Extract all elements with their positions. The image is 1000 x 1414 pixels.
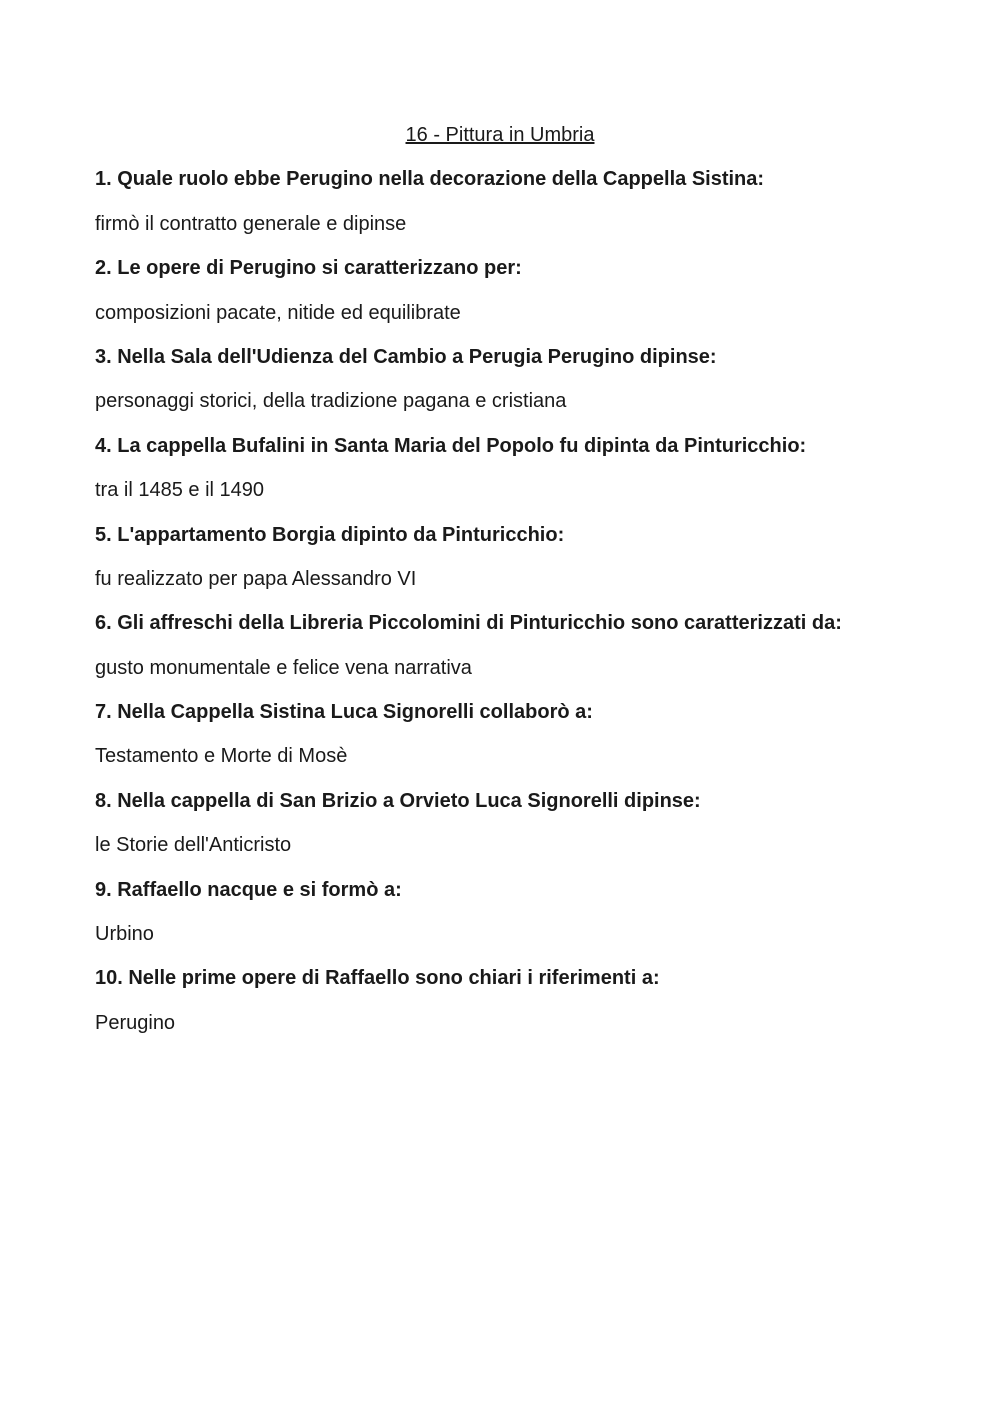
question-3: 3. Nella Sala dell'Udienza del Cambio a Perugia Perugino dipinse: — [95, 345, 717, 368]
answer-8: le Storie dell'Anticristo — [95, 834, 292, 857]
question-1: 1. Quale ruolo ebbe Perugino nella decorazione della Cappella Sistina: — [95, 168, 765, 191]
answer-10: Perugino — [95, 1011, 176, 1034]
document-title: 16 - Pittura in Umbria — [405, 124, 595, 146]
answer-4: tra il 1485 e il 1490 — [95, 479, 265, 502]
question-answer-list — [95, 166, 905, 1035]
question-5: 5. L'appartamento Borgia dipinto da Pinturicchio: — [95, 523, 565, 546]
question-2: 2. Le opere di Perugino si caratterizzano per: — [95, 257, 522, 280]
question-7: 7. Nella Cappella Sistina Luca Signorelli collaborò a: — [95, 701, 593, 724]
answer-1: firmò il contratto generale e dipinse — [95, 212, 407, 235]
question-9: 9. Raffaello nacque e si formò a: — [95, 878, 402, 901]
answer-5: fu realizzato per papa Alessandro VI — [95, 567, 417, 590]
answer-2: composizioni pacate, nitide ed equilibrate — [95, 301, 461, 324]
question-10: 10. Nelle prime opere di Raffaello sono chiari i riferimenti a: — [95, 967, 660, 990]
answer-6: gusto monumentale e felice vena narrativa — [95, 656, 472, 679]
answer-9: Urbino — [95, 923, 154, 946]
answer-7: Testamento e Morte di Mosè — [95, 745, 348, 768]
question-6: 6. Gli affreschi della Libreria Piccolomini di Pinturicchio sono caratterizzati da: — [95, 612, 842, 635]
answer-3: personaggi storici, della tradizione pagana e cristiana — [95, 390, 567, 413]
question-4: 4. La cappella Bufalini in Santa Maria del Popolo fu dipinta da Pinturicchio: — [95, 434, 807, 457]
question-8: 8. Nella cappella di San Brizio a Orvieto Luca Signorelli dipinse: — [95, 789, 701, 812]
